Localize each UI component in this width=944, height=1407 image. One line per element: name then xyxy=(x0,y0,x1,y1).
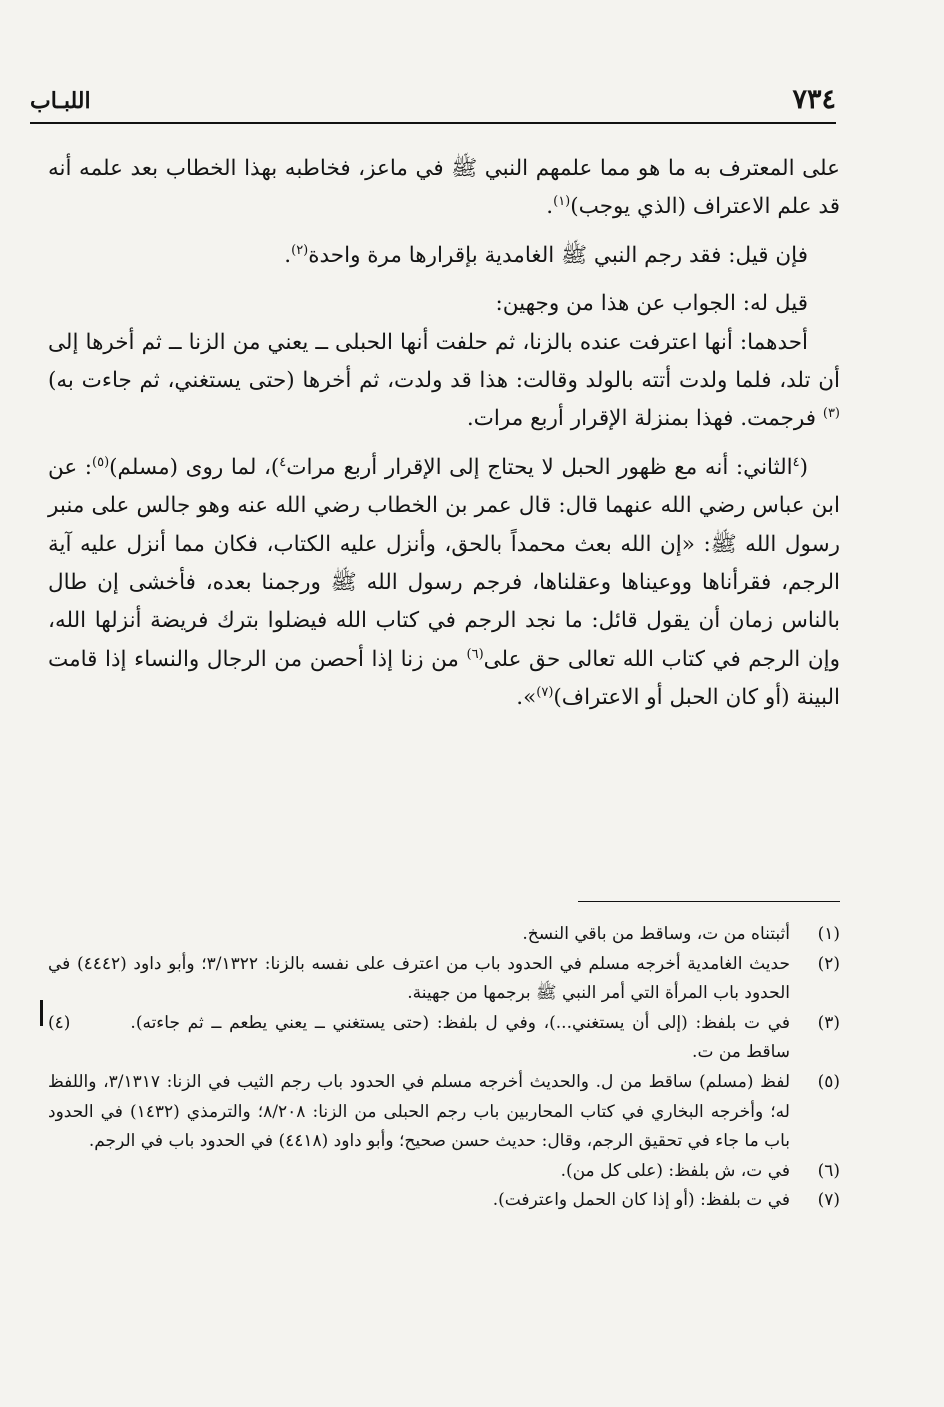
paragraph-2 xyxy=(48,237,840,275)
footnote-7 xyxy=(48,1186,840,1216)
footnote-divider xyxy=(578,901,840,902)
running-title: اللبـاب xyxy=(30,88,91,114)
paragraph-3: قيل له: الجواب عن هذا من وجهين: xyxy=(495,291,808,317)
page-header xyxy=(30,82,836,124)
footnote-ref: (٢) xyxy=(291,242,309,258)
footnote-ref: ٤ xyxy=(279,454,287,470)
footnote-number: (٣) xyxy=(817,1012,840,1033)
footnote-1 xyxy=(48,920,840,950)
punctuation: . xyxy=(546,194,554,220)
footnote-text: حديث الغامدية أخرجه مسلم في الحدود باب من اعترف على نفسه بالزنا: ٣/١٣٢٢؛ وأبو داود (٤٤٤٢) في الحدود باب المرأة التي أمر النبي ﷺ برجمها من جهينة. xyxy=(48,953,790,1004)
footnote-ref: (٦) xyxy=(466,646,484,662)
footnote-text: في ت، ش بلفظ: (على كل من). xyxy=(560,1160,790,1181)
footnote-ref: ٤ xyxy=(792,454,800,470)
footnote-5 xyxy=(48,1068,840,1157)
footnote-text xyxy=(48,1009,790,1068)
page-number: ٧٣٤ xyxy=(792,84,836,115)
footnote-number: (٥) xyxy=(817,1071,840,1092)
margin-bracket-mark xyxy=(40,1000,43,1026)
paragraph-1 xyxy=(48,150,840,227)
footnote-number: (٤) xyxy=(48,1012,71,1033)
punctuation: ». xyxy=(516,685,537,711)
paragraph-text: فرجمت. فهذا بمنزلة الإقرار أربع مرات. xyxy=(466,406,823,432)
paragraph-4 xyxy=(48,324,840,439)
punctuation: . xyxy=(284,242,292,268)
footnotes xyxy=(48,920,840,1216)
bracket: ( xyxy=(799,454,808,480)
main-text xyxy=(48,150,840,718)
paragraph-text: من زنا إذا أحصن من الرجال والنساء إذا قامت البينة (أو كان الحبل أو الاعتراف) xyxy=(48,646,840,711)
paragraph-text: : عن ابن عباس رضي الله عنهما قال: قال عمر بن الخطاب رضي الله عنه وهو جالس على منبر رسول الله ﷺ: «إن الله بعث محمداً بالحق، وأنزل عليه الكتاب، فكان مما أنزل عليه آية الرجم، فقرأناها ووعيناها وعقلناها، فرجم رسول الله ﷺ ورجمنا بعده، فأخشى إن طال بالناس زمان أن يقول قائل: ما نجد الرجم في كتاب الله فيضلوا بترك فريضة أنزلها الله، وإن الرجم في كتاب الله تعالى حق على xyxy=(48,454,840,672)
footnote-number: (٢) xyxy=(817,953,840,974)
paragraph-text: على المعترف به ما هو مما علمهم النبي ﷺ في ماعز، فخاطبه بهذا الخطاب بعد علمه أنه قد علم الاعتراف (الذي يوجب) xyxy=(48,156,840,220)
footnote-text: في ت بلفظ: (أو إذا كان الحمل واعترفت). xyxy=(492,1190,790,1211)
footnote-number: (٦) xyxy=(817,1160,840,1181)
footnote-6 xyxy=(48,1157,840,1187)
paragraph-5 xyxy=(48,449,840,718)
footnote-ref: (١) xyxy=(553,194,571,210)
footnote-3 xyxy=(48,1009,840,1068)
footnote-number: (٧) xyxy=(817,1190,840,1211)
paragraph-text: )، لما روى (مسلم) xyxy=(109,454,280,480)
paragraph-text: أحدهما: أنها اعترفت عنده بالزنا، ثم حلفت أنها الحبلى ــ يعني من الزنا ــ ثم أخرها إلى أن تلد، فلما ولدت أتته بالولد وقالت: هذا قد ولدت، ثم أخرها (حتى يستغني، ثم جاءت به) xyxy=(48,329,840,394)
paragraph-text: الثاني: أنه مع ظهور الحبل لا يحتاج إلى الإقرار أربع مرات xyxy=(286,454,793,480)
footnote-number: (١) xyxy=(817,924,840,944)
footnote-2 xyxy=(48,950,840,1009)
footnote-ref: (٣) xyxy=(822,406,840,422)
footnote-ref: (٧) xyxy=(536,685,554,701)
footnote-text: أثبتناه من ت، وساقط من باقي النسخ. xyxy=(522,924,790,944)
footnote-ref: (٥) xyxy=(92,454,110,470)
footnote-text: لفظ (مسلم) ساقط من ل. والحديث أخرجه مسلم في الحدود باب رجم الثيب في الزنا: ٣/١٣١٧، واللفظ له؛ وأخرجه البخاري في كتاب المحاربين باب رجم الحبلى من الزنا: ٨/٢٠٨؛ والترمذي (١٤٣٢) في الحدود باب ما جاء في تحقيق الرجم، وقال: حديث حسن صحيح؛ وأبو داود (٤٤١٨) في الحدود باب في الرجم. xyxy=(48,1071,790,1152)
paragraph-text: فإن قيل: فقد رجم النبي ﷺ الغامدية بإقرارها مرة واحدة xyxy=(308,242,808,268)
footnote-text-3: في ت بلفظ: (إلى أن يستغني...)، وفي ل بلفظ: (حتى يستغني ــ يعني يطعم ــ ثم جاءته). xyxy=(130,1012,790,1033)
footnote-text-4: ساقط من ت. xyxy=(692,1042,790,1063)
